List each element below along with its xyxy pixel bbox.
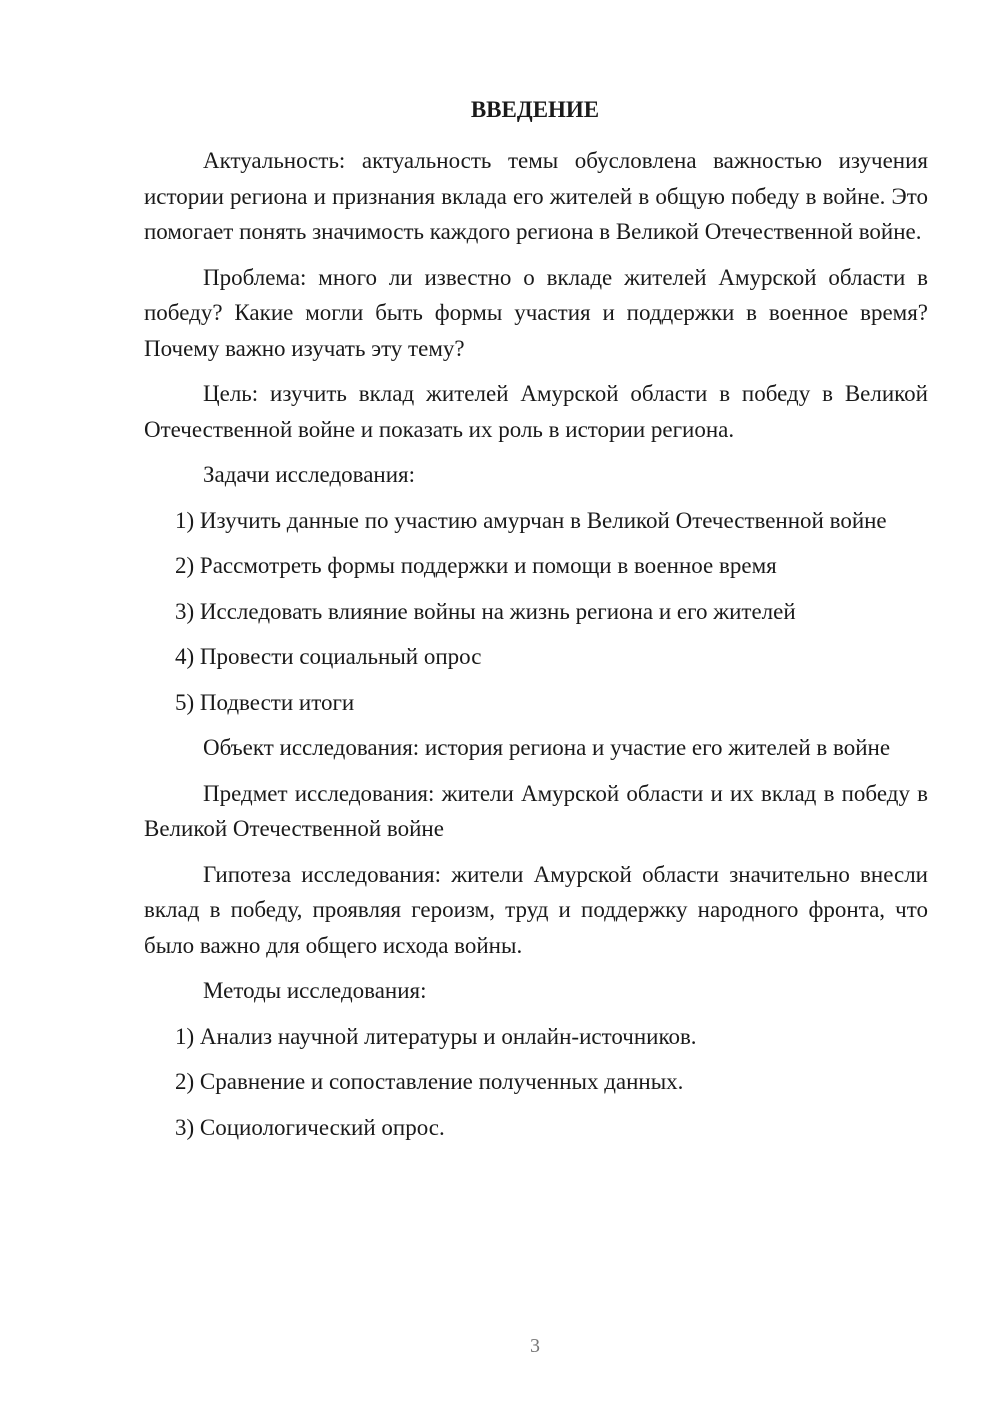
method-item-1: 1) Анализ научной литературы и онлайн-источников.	[175, 1023, 697, 1049]
methods-heading: Методы исследования:	[203, 978, 427, 1003]
task-item-2: 2) Рассмотреть формы поддержки и помощи в военное время	[175, 553, 777, 578]
task-item-1: 1) Изучить данные по участию амурчан в Великой Отечественной войне	[175, 507, 887, 533]
object-paragraph: Объект исследования: история региона и участие его жителей в войне	[203, 735, 891, 760]
method-item-2: 2) Сравнение и сопоставление полученных данных.	[175, 1069, 684, 1094]
goal-paragraph: Цель: изучить вклад жителей Амурской области в победу в Великой Отечественной войне и показать их роль в истории региона.	[144, 381, 928, 442]
problem-paragraph: Проблема: много ли известно о вкладе жителей Амурской области в победу? Какие могли быть формы участия и поддержки в военное время? Почему важно изучать эту тему?	[144, 264, 928, 361]
subject-paragraph: Предмет исследования: жители Амурской области и их вклад в победу в Великой Отечественной войне	[144, 780, 928, 841]
relevance-paragraph: Актуальность: актуальность темы обусловлена важностью изучения истории региона и признания вклада его жителей в общую победу в войне. Это помогает понять значимость каждого региона в Великой Отечественной войне.	[144, 148, 928, 244]
tasks-heading: Задачи исследования:	[203, 462, 416, 487]
section-heading: ВВЕДЕНИЕ	[470, 97, 600, 122]
task-item-5: 5) Подвести итоги	[175, 689, 355, 715]
method-item-3: 3) Социологический опрос.	[175, 1114, 445, 1140]
task-item-3: 3) Исследовать влияние войны на жизнь региона и его жителей	[175, 598, 796, 624]
document-body	[144, 143, 928, 1155]
hypothesis-paragraph: Гипотеза исследования: жители Амурской области значительно внесли вклад в победу, проявляя героизм, труд и поддержку народного фронта, что было важно для общего исхода войны.	[144, 861, 928, 958]
task-item-4: 4) Провести социальный опрос	[175, 644, 482, 669]
page-number: 3	[530, 1335, 540, 1357]
